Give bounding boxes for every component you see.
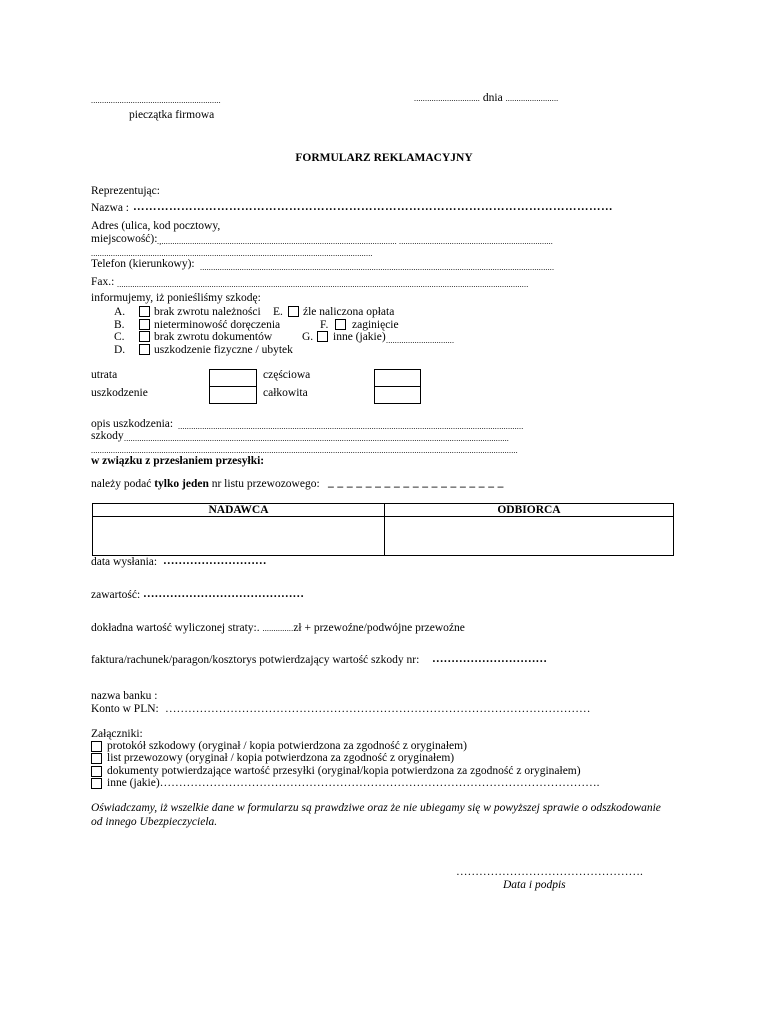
name-field[interactable]: …………………………………………………………………………………………………………: [133, 201, 613, 213]
stamp-dots: ...........................................................: [91, 96, 221, 105]
waybill-post: nr listu przewozowego:: [211, 478, 320, 490]
description-field-2[interactable]: ...............................................................................................................................................................................: [124, 434, 509, 443]
fax-field[interactable]: ...........................................................................................................................................................................................: [117, 280, 529, 289]
attachment-2-label: list przewozowy (oryginał / kopia potwierdzona za zgodność z oryginałem): [107, 752, 455, 764]
attachment-1-checkbox[interactable]: [91, 741, 102, 752]
total-label: całkowita: [263, 387, 308, 399]
total-box[interactable]: [374, 386, 421, 404]
partial-label: częściowa: [263, 369, 311, 381]
option-a-checkbox[interactable]: [139, 306, 150, 317]
loss-value-line: [91, 622, 465, 635]
fax-label: Fax.:: [91, 276, 115, 288]
partial-box[interactable]: [374, 369, 421, 387]
option-b-letter: B.: [114, 319, 125, 331]
send-date-field[interactable]: ………………………: [163, 555, 267, 567]
loss-label: utrata: [91, 369, 118, 381]
account-field[interactable]: …………………………………………………………………………………………………: [165, 703, 591, 715]
description-label-1: opis uszkodzenia:: [91, 418, 174, 430]
invoice-field[interactable]: …………………………: [432, 653, 547, 665]
loss-value-suffix: zł + przewoźne/podwójne przewoźne: [293, 622, 465, 634]
parties-table: [92, 503, 674, 556]
date-dots-before: ..............................: [414, 94, 480, 103]
option-c-checkbox[interactable]: [139, 331, 150, 342]
attachment-3-checkbox[interactable]: [91, 766, 102, 777]
damage-label: uszkodzenie: [91, 387, 148, 399]
option-d-letter: D.: [114, 344, 126, 356]
option-f-letter: F.: [320, 319, 329, 331]
damage-intro: informujemy, iż ponieśliśmy szkodę:: [91, 292, 261, 304]
option-b-checkbox[interactable]: [139, 319, 150, 330]
shipment-heading: w związku z przesłaniem przesyłki:: [91, 455, 265, 467]
description-label-2: szkody: [91, 430, 124, 442]
waybill-bold: tylko jeden: [154, 478, 209, 490]
recipient-cell[interactable]: [385, 517, 674, 556]
option-f-checkbox[interactable]: [335, 319, 346, 330]
phone-label: Telefon (kierunkowy):: [91, 258, 195, 270]
address-field-2[interactable]: ................................................................................................................................: [91, 249, 373, 258]
description-field-3[interactable]: ..................................................................................................................................................................................................: [91, 446, 518, 455]
declaration-line-2: od innego Ubezpieczyciela.: [91, 816, 218, 828]
option-g-letter: G.: [302, 331, 314, 343]
attachment-1-label: protokół szkodowy (oryginał / kopia potwierdzona za zgodność z oryginałem): [107, 740, 467, 752]
option-a-letter: A.: [114, 306, 126, 318]
attachment-4-label: inne (jakie)…………………………………………………………………………………………………….: [107, 777, 600, 789]
contents-field[interactable]: ……………………………………: [143, 588, 304, 600]
form-title: FORMULARZ REKLAMACYJNY: [295, 152, 473, 164]
sender-header: NADAWCA: [93, 504, 385, 517]
account-label: Konto w PLN:: [91, 703, 159, 715]
loss-value-label: dokładna wartość wyliczonej straty:.: [91, 622, 260, 634]
address-label-2: miejscowość):: [91, 233, 158, 245]
date-dots-after: ........................: [505, 94, 559, 103]
name-label: Nazwa :: [91, 202, 129, 214]
option-e-label: źle naliczona opłata: [303, 306, 395, 318]
sender-cell[interactable]: [93, 517, 385, 556]
option-e-letter: E.: [273, 306, 283, 318]
phone-field[interactable]: .................................................................................................................................................................: [200, 263, 555, 272]
waybill-number-field[interactable]: _ _ _ _ _ _ _ _ _ _ _ _ _ _ _ _ _ _ _: [328, 477, 504, 489]
loss-value-field[interactable]: ..............: [262, 624, 294, 633]
recipient-header: ODBIORCA: [385, 504, 674, 517]
attachment-3-label: dokumenty potwierdzające wartość przesyłki (oryginał/kopia potwierdzona za zgodność z oryginałem): [107, 765, 581, 777]
send-date-label: data wysłania:: [91, 556, 158, 568]
contents-label: zawartość:: [91, 589, 141, 601]
description-field-1[interactable]: .............................................................................................................................................................: [178, 422, 524, 431]
attachment-4-checkbox[interactable]: [91, 778, 102, 789]
bank-label: nazwa banku :: [91, 690, 158, 702]
date-line[interactable]: [414, 92, 558, 105]
option-b-label: nieterminowość doręczenia: [154, 319, 281, 331]
waybill-line: [91, 478, 320, 491]
option-a-label: brak zwrotu należności: [154, 306, 261, 318]
address-field-1[interactable]: .,........................................................................................................... ......................................................................: [157, 237, 553, 246]
attachment-2-checkbox[interactable]: [91, 753, 102, 764]
option-d-label: uszkodzenie fizyczne / ubytek: [154, 344, 293, 356]
option-f-label: zaginięcie: [352, 319, 399, 331]
waybill-pre: należy podać: [91, 478, 152, 490]
option-d-checkbox[interactable]: [139, 344, 150, 355]
loss-box[interactable]: [209, 369, 257, 387]
signature-field[interactable]: ………………………………………….: [456, 866, 643, 878]
damage-box[interactable]: [209, 386, 257, 404]
representing-label: Reprezentując:: [91, 185, 160, 197]
declaration-line-1: Oświadczamy, iż wszelkie dane w formularzu są prawdziwe oraz że nie ubiegamy się w powyższej sprawie o odszkodowanie: [91, 802, 661, 814]
address-label-1: Adres (ulica, kod pocztowy,: [91, 220, 221, 232]
option-g-checkbox[interactable]: [317, 331, 328, 342]
option-e-checkbox[interactable]: [288, 306, 299, 317]
invoice-label: faktura/rachunek/paragon/kosztorys potwierdzający wartość szkody nr:: [91, 654, 420, 666]
date-word: dnia: [482, 92, 503, 104]
signature-label: Data i podpis: [503, 879, 566, 891]
option-c-label: brak zwrotu dokumentów: [154, 331, 273, 343]
option-g-label: inne (jakie): [333, 331, 386, 343]
option-c-letter: C.: [114, 331, 125, 343]
attachments-label: Załączniki:: [91, 728, 143, 740]
option-g-dots[interactable]: ...............................: [386, 336, 455, 345]
stamp-label: pieczątka firmowa: [129, 109, 215, 121]
